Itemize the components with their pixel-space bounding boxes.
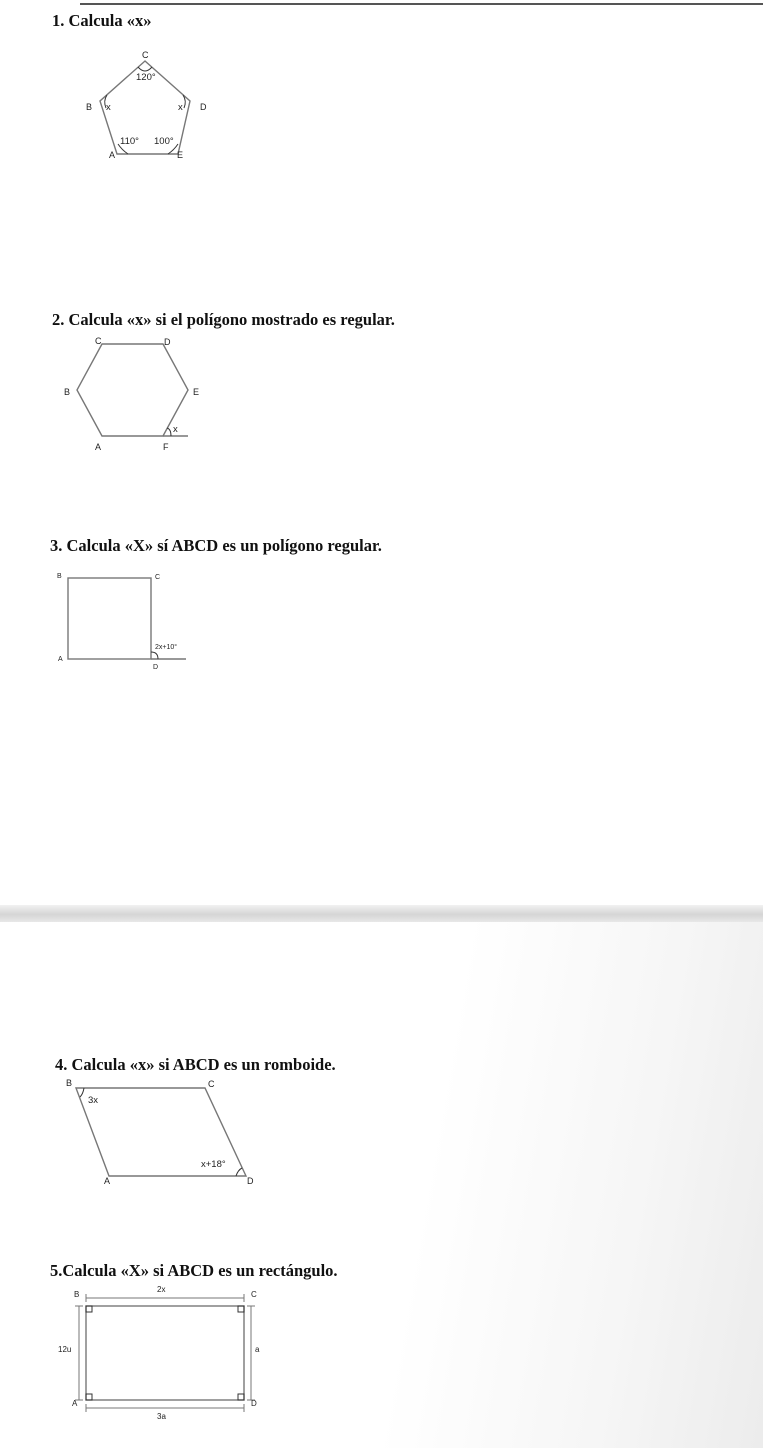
vertex-a: A: [104, 1176, 111, 1186]
angle-arc-b: [80, 1088, 84, 1097]
vertex-b: B: [66, 1078, 73, 1088]
right-angle-marker: [238, 1394, 244, 1400]
angle-label-c: 120°: [136, 72, 156, 83]
vertex-d: D: [251, 1399, 257, 1408]
angle-label-b: 3x: [88, 1095, 99, 1106]
vertex-a: A: [58, 656, 63, 663]
question-2-title: 2. Calcula «x» si el polígono mostrado es regular.: [52, 310, 395, 329]
worksheet-page-2: [0, 922, 763, 1448]
question-4-title: 4. Calcula «x» si ABCD es un romboide.: [55, 1055, 336, 1074]
vertex-d: D: [200, 102, 207, 112]
question-3-title: 3. Calcula «X» sí ABCD es un polígono regular.: [50, 536, 382, 555]
vertex-e: E: [193, 387, 200, 397]
question-5-title: 5.Calcula «X» si ABCD es un rectángulo.: [50, 1261, 338, 1280]
side-label-bottom: 3a: [157, 1412, 166, 1421]
hexagon-shape: [77, 344, 188, 436]
vertex-b: B: [57, 573, 62, 580]
vertex-b: B: [74, 1290, 80, 1299]
angle-label-d: x+18°: [201, 1159, 226, 1170]
vertex-c: C: [142, 50, 149, 60]
angle-label-a: 110°: [120, 136, 139, 147]
vertex-a: A: [72, 1399, 78, 1408]
angle-label: 2x+10°: [155, 644, 178, 651]
right-angle-marker: [86, 1394, 92, 1400]
angle-label-d: x: [178, 102, 183, 113]
angle-arc-d: [236, 1168, 242, 1176]
top-rule: [80, 3, 763, 5]
rectangle-figure: [50, 1280, 270, 1420]
right-angle-marker: [86, 1306, 92, 1312]
vertex-a: A: [95, 442, 102, 452]
rectangle-shape: [86, 1306, 244, 1400]
angle-label-e: 100°: [154, 136, 174, 147]
side-label-top: 2x: [157, 1285, 166, 1294]
vertex-b: B: [86, 102, 93, 112]
vertex-c: C: [208, 1079, 215, 1089]
vertex-c: C: [251, 1290, 257, 1299]
square-figure: [55, 568, 195, 678]
angle-label-b: x: [106, 102, 111, 113]
vertex-d: D: [164, 337, 171, 347]
right-angle-marker: [238, 1306, 244, 1312]
vertex-d: D: [247, 1176, 254, 1186]
pentagon-figure: [82, 48, 212, 163]
vertex-a: A: [109, 150, 116, 160]
vertex-b: B: [64, 387, 71, 397]
vertex-f: F: [163, 442, 169, 452]
rhomboid-figure: [60, 1075, 260, 1185]
angle-arc-c: [138, 67, 152, 71]
angle-arc-x: [167, 428, 171, 436]
page-separator: [0, 905, 763, 922]
angle-label-x: x: [173, 424, 178, 435]
side-label-left: 12u: [58, 1345, 72, 1354]
vertex-c: C: [155, 574, 161, 581]
side-label-right: a: [255, 1345, 260, 1354]
angle-arc: [151, 652, 158, 659]
square-shape: [68, 578, 151, 659]
vertex-c: C: [95, 336, 102, 346]
question-1-title: 1. Calcula «x»: [52, 11, 152, 30]
vertex-d: D: [153, 664, 159, 671]
hexagon-figure: [60, 332, 210, 452]
vertex-e: E: [177, 150, 184, 160]
